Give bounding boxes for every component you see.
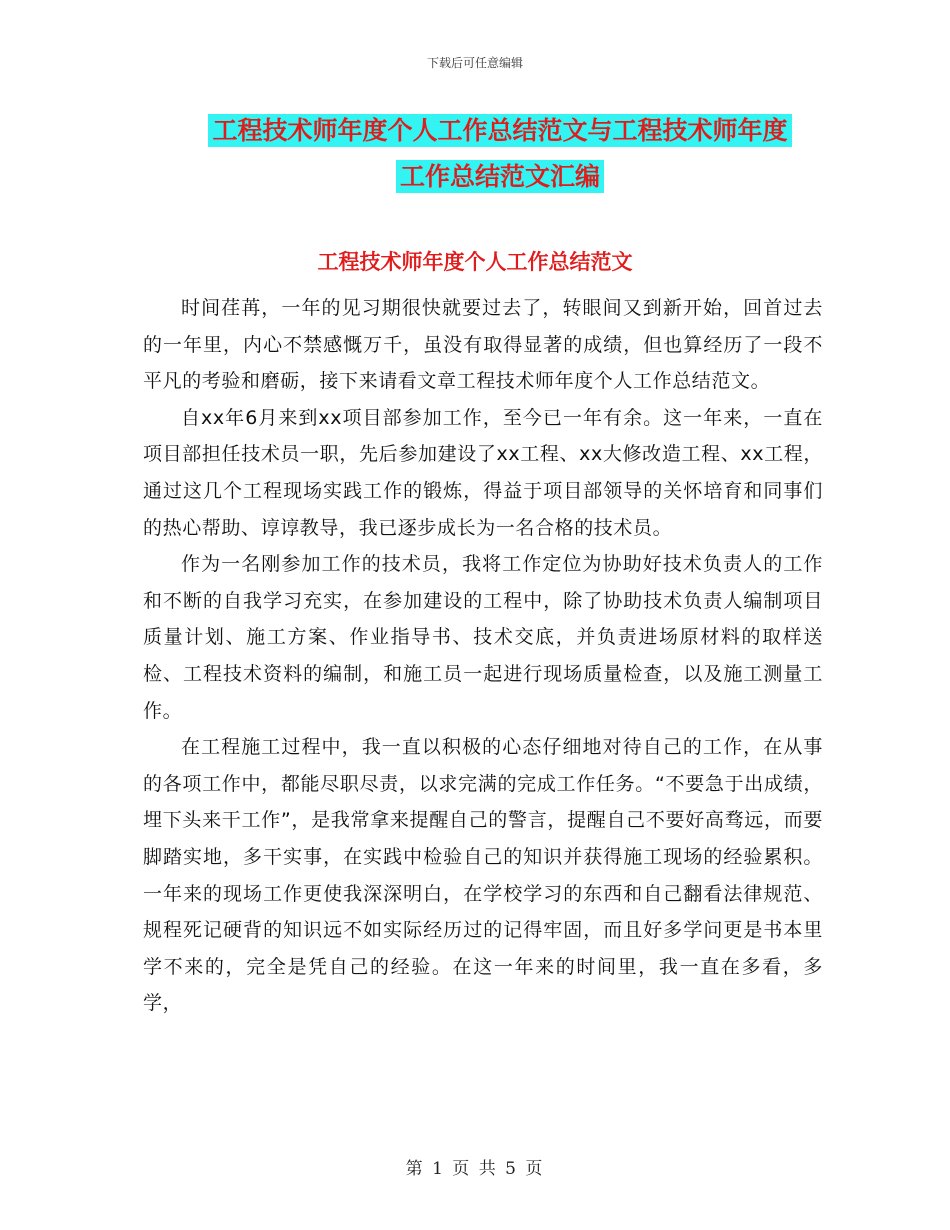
document-body	[143, 290, 823, 1022]
page-footer: 第 1 页 共 5 页	[405, 1159, 545, 1179]
section-title: 工程技术师年度个人工作总结范文	[317, 250, 633, 274]
paragraph-3: 作为一名刚参加工作的技术员，我将工作定位为协助好技术负责人的工作和不断的自我学习充实，在参加建设的工程中，除了协助技术负责人编制项目质量计划、施工方案、作业指导书、技术交底，并负责进场原材料的取样送检、工程技术资料的编制，和施工员一起进行现场质量检查，以及施工测量工作。	[143, 553, 823, 722]
paragraph-2: 自xx年6月来到xx项目部参加工作，至今已一年有余。这一年来，一直在项目部担任技术员一职，先后参加建设了xx工程、xx大修改造工程、xx工程，通过这几个工程现场实践工作的锻炼，得益于项目部领导的关怀培育和同事们的热心帮助、谆谆教导，我已逐步成长为一名合格的技术员。	[143, 406, 823, 539]
document-title-line1: 工程技术师年度个人工作总结范文与工程技术师年度	[208, 114, 791, 147]
paragraph-1: 时间荏苒，一年的见习期很快就要过去了，转眼间又到新开始，回首过去的一年里，内心不禁感慨万千，虽没有取得显著的成绩，但也算经历了一段不平凡的考验和磨砺，接下来请看文章工程技术师年度个人工作总结范文。	[143, 297, 823, 393]
header-note: 下载后可任意编辑	[426, 56, 523, 70]
document-title	[140, 108, 860, 200]
paragraph-4: 在工程施工过程中，我一直以积极的心态仔细地对待自己的工作，在从事的各项工作中，都能尽职尽责，以求完满的完成工作任务。“不要急于出成绩，埋下头来干工作”，是我常拿来提醒自己的警言，提醒自己不要好高骛远，而要脚踏实地，多干实事，在实践中检验自己的知识并获得施工现场的经验累积。一年来的现场工作更使我深深明白，在学校学习的东西和自己翻看法律规范、规程死记硬背的知识远不如实际经历过的记得牢固，而且好多学问更是书本里学不来的，完全是凭自己的经验。在这一年来的时间里，我一直在多看，多学，	[143, 736, 823, 1015]
document-title-line2: 工作总结范文汇编	[396, 160, 604, 193]
